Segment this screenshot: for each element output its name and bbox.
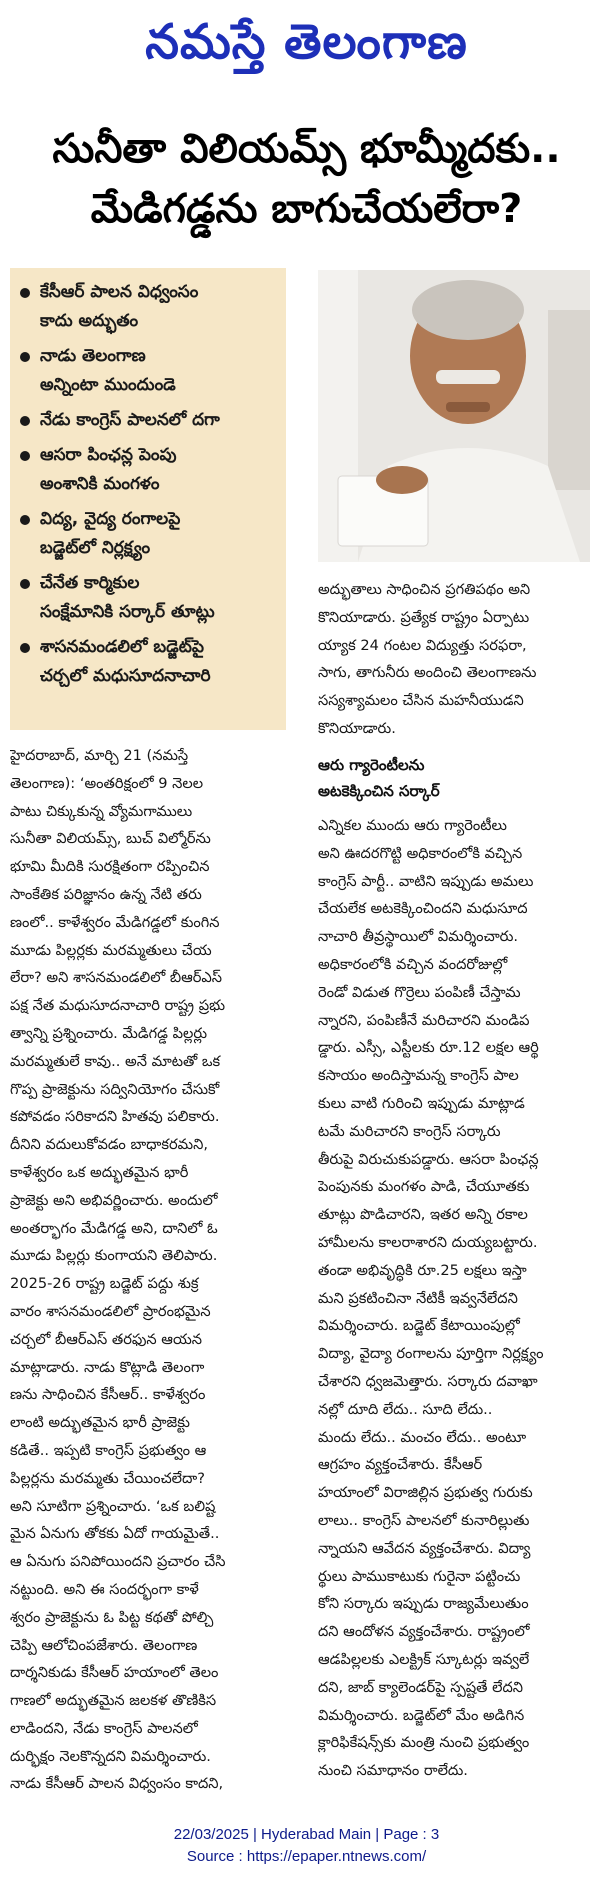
article-line: పిల్లర్లను మరమ్మతు చేయించలేదా? xyxy=(10,1469,205,1487)
headline-line-2: మేడిగడ్డను బాగుచేయలేరా? xyxy=(90,186,523,232)
article-line: క్లారిఫికేషన్స్‌కు మంత్రి నుంచి ప్రభుత్వం xyxy=(318,1734,530,1752)
article-line: దార్శనికుడు కేసీఆర్ హయాంలో తెలం xyxy=(10,1664,219,1682)
highlight-text: నాడు తెలంగాణ xyxy=(40,346,146,366)
article-line: త్వాన్ని ప్రశ్నించారు. మేడిగడ్డ పిల్లర్లు xyxy=(10,1024,208,1042)
highlights-box xyxy=(10,268,286,730)
article-line: తూట్లు పొడిచారని, ఇతర అన్ని రకాల xyxy=(318,1206,528,1224)
article-line: నల్లో దూది లేదు.. సూది లేదు.. xyxy=(318,1400,493,1418)
subheading xyxy=(318,752,590,804)
bullet-dot-icon xyxy=(20,451,30,461)
article-line: ర్థులు పాముకాటుకు గురైనా పట్టించు xyxy=(318,1567,521,1585)
article-line: తండా అభివృద్ధికి రూ.25 లక్షలు ఇస్తా xyxy=(318,1261,527,1279)
article-line: శ్వరం ప్రాజెక్టును ఓ పిట్ట కథతో పోల్చి xyxy=(10,1608,214,1626)
article-line: కొనియాడారు. xyxy=(318,719,396,737)
article-line: మూడు పిల్లర్లు కుంగాయని తెలిపారు. xyxy=(10,1247,218,1265)
article-line: నాచారి తీవ్రస్థాయిలో విమర్శించారు. xyxy=(318,928,519,946)
article-line: విద్యా, వైద్యా రంగాలను పూర్తిగా నిర్లక్ష్యం xyxy=(318,1345,544,1363)
article-line: ఆడపిల్లలకు ఎలక్ట్రిక్ స్కూటర్లు ఇవ్వలే xyxy=(318,1650,530,1668)
article-line: ణను సాధించిన కేసీఆర్.. కాళేశ్వరం xyxy=(10,1386,206,1404)
article-line: మని ప్రకటించినా నేటికీ ఇవ్వనేలేదని xyxy=(318,1289,518,1307)
article-line: పక్ష నేత మధుసూదనాచారి రాష్ట్ర ప్రభు xyxy=(10,997,226,1015)
highlight-item xyxy=(18,406,280,435)
article-line: హామీలను కాలరాశారని దుయ్యబట్టారు. xyxy=(318,1233,538,1251)
footer-edition: 22/03/2025 | Hyderabad Main | Page : 3 xyxy=(173,1826,440,1843)
article-line: అంతర్భాగం మేడిగడ్డ అని, దానిలో ఓ xyxy=(10,1219,218,1237)
article-line: సాగు, తాగునీరు అందించి తెలంగాణను xyxy=(318,664,537,682)
article-line: దీనిని వదులుకోవడం బాధాకరమని, xyxy=(10,1136,208,1154)
article-line: దని, జాబ్ క్యాలెండర్‌పై స్పష్టతే లేదని xyxy=(318,1678,524,1696)
article-line: విమర్శించారు. బడ్జెట్ కేటాయింపుల్లో xyxy=(318,1317,520,1335)
article-line: చేశారని ధ్వజమెత్తారు. సర్కారు దవాఖా xyxy=(318,1372,538,1390)
article-line: మందు లేదు.. మంచం లేదు.. అంటూ xyxy=(318,1428,527,1446)
masthead xyxy=(0,6,613,78)
article-line: నుంచి సమాధానం రాలేదు. xyxy=(318,1762,468,1780)
article-line: గాణలో అద్భుతమైన జలకళ తొణికిస xyxy=(10,1692,217,1710)
article-line: నట్టుంది. అని ఈ సందర్భంగా కాళే xyxy=(10,1580,199,1598)
article-line: అని ఊదరగొట్టి అధికారంలోకి వచ్చిన xyxy=(318,844,523,862)
article-line: దని ఆందోళన వ్యక్తంచేశారు. రాష్ట్రంలో xyxy=(318,1623,530,1641)
bullet-dot-icon xyxy=(20,643,30,653)
article-line: కపోవడం సరికాదని హితవు పలికారు. xyxy=(10,1108,220,1126)
footer-source: Source : https://epaper.ntnews.com/ xyxy=(186,1848,427,1865)
highlight-text: శాసనమండలిలో బడ్జెట్‌పై xyxy=(40,637,204,657)
highlight-text: బడ్జెట్‌లో నిర్లక్ష్యం xyxy=(40,538,151,558)
article-line: 2025-26 రాష్ట్ర బడ్జెట్ పద్దు శుక్ర xyxy=(10,1275,199,1293)
article-line: కొనియాడారు. ప్రత్యేక రాష్ట్రం ఏర్పాటు xyxy=(318,608,530,626)
article-line: న్నారని, పంపిణీనే మరిచారని మండిప xyxy=(318,1011,530,1029)
article-line: డ్డారు. ఎస్సీ, ఎస్టీలకు రూ.12 లక్షల ఆర్థి xyxy=(318,1039,539,1057)
highlight-text: చర్చలో మధుసూదనాచారి xyxy=(40,666,211,686)
article-line: సునీతా విలియమ్స్, బుచ్ విల్మోర్‌ను xyxy=(10,830,211,848)
article-line: లాంటి అద్భుతమైన భారీ ప్రాజెక్టు xyxy=(10,1414,190,1432)
subheading-line-1: ఆరు గ్యారెంటీలను xyxy=(318,756,425,774)
highlight-text: అన్నింటా ముందుండె xyxy=(40,375,176,395)
masthead-title: నమస్తే తెలంగాణ xyxy=(145,14,468,70)
highlight-text: కేసీఆర్ పాలన విధ్వంసం xyxy=(40,282,199,302)
bullet-dot-icon xyxy=(20,579,30,589)
highlight-text: సంక్షేమానికి సర్కార్ తూట్లు xyxy=(40,602,215,622)
bullet-dot-icon xyxy=(20,352,30,362)
left-column-body xyxy=(10,742,292,1798)
highlight-text: కాదు అద్భుతం xyxy=(40,311,139,331)
article-line: లేరా? అని శాసనమండలిలో బీఆర్‌ఎస్ xyxy=(10,969,223,987)
article-line: అని సూటిగా ప్రశ్నించారు. ‘ఒక బలిష్ట xyxy=(10,1497,216,1515)
article-line: వారం శాసనమండలిలో ప్రారంభమైన xyxy=(10,1302,211,1320)
bullet-dot-icon xyxy=(20,416,30,426)
highlight-text: నేడు కాంగ్రెస్ పాలనలో దగా xyxy=(40,410,220,430)
article-line: చేయలేక అటకెక్కించిందని మధుసూద xyxy=(318,900,528,918)
article-line: అద్భుతాలు సాధించిన ప్రగతిపథం అని xyxy=(318,581,531,598)
article-line: ఆ ఏనుగు పనిపోయిందని ప్రచారం చేసి xyxy=(10,1553,226,1571)
article-line: హైదరాబాద్, మార్చి 21 (నమస్తే xyxy=(10,747,189,764)
headline-line-1: సునీతా విలియమ్స్ భూమ్మీదకు.. xyxy=(52,126,561,172)
article-line: ఆగ్రహం వ్యక్తంచేశారు. కేసీఆర్ xyxy=(318,1456,483,1474)
article-line: గొప్ప ప్రాజెక్టును సద్వినియోగం చేసుకో xyxy=(10,1080,220,1098)
article-line: ఎన్నికల ముందు ఆరు గ్యారెంటీలు xyxy=(318,817,507,834)
bullet-dot-icon xyxy=(20,288,30,298)
right-column-body xyxy=(318,812,590,1785)
highlight-item xyxy=(18,505,280,563)
footer xyxy=(0,1824,613,1868)
article-line: కడితే.. ఇప్పటి కాంగ్రెస్ ప్రభుత్వం ఆ xyxy=(10,1441,207,1459)
article-line: హయాంలో విరాజిల్లిన ప్రభుత్వ గురుకు xyxy=(318,1484,533,1502)
highlight-item xyxy=(18,569,280,627)
article-line: మూడు పిల్లర్లకు మరమ్మతులు చేయ xyxy=(10,941,212,959)
article-line: తీరుపై విరుచుకుపడ్డారు. ఆసరా పింఛన్ల xyxy=(318,1150,539,1168)
highlight-text: అంశానికి మంగళం xyxy=(40,474,160,494)
article-line: చెప్పి ఆలోచింపజేశారు. తెలంగాణ xyxy=(10,1636,198,1654)
article-line: సాంకేతిక పరిజ్ఞానం ఉన్న నేటి తరు xyxy=(10,885,202,903)
article-line: కసాయం అందిస్తామన్న కాంగ్రెస్ పాల xyxy=(318,1067,519,1085)
article-line: తెలంగాణ): ‘అంతరిక్షంలో 9 నెలల xyxy=(10,774,204,792)
highlight-item xyxy=(18,633,280,691)
article-line: విమర్శించారు. బడ్జెట్‌లో మేం అడిగిన xyxy=(318,1706,525,1724)
portrait-image xyxy=(318,270,590,562)
article-line: లాడిందని, నేడు కాంగ్రెస్ పాలనలో xyxy=(10,1719,198,1737)
article-line: మాట్లాడారు. నాడు కొట్లాడి తెలంగా xyxy=(10,1358,205,1376)
article-line: నాడు కేసీఆర్ పాలన విధ్వంసం కాదని, xyxy=(10,1775,224,1793)
article-line: కులు వాటి గురించి ఇప్పుడు మాట్లాడ xyxy=(318,1094,525,1112)
article-line: చర్చలో బీఆర్‌ఎస్ తరఫున ఆయన xyxy=(10,1330,202,1348)
article-line: కోని సర్కారు ఇప్పుడు రాజ్యమేలుతుం xyxy=(318,1595,529,1613)
article-line: రెండో విడుత గొర్రెలు పంపిణీ చేస్తామ xyxy=(318,983,521,1001)
highlight-item xyxy=(18,342,280,400)
article-line: సస్యశ్యామలం చేసిన మహనీయుడని xyxy=(318,692,524,710)
article-line: ప్రాజెక్టు అని అభివర్ణించారు. అందులో xyxy=(10,1191,218,1209)
article-line: కాంగ్రెస్ పార్టీ.. వాటిని ఇప్పుడు అమలు xyxy=(318,872,534,890)
article-line: లాలు.. కాంగ్రెస్ పాలనలో కునారిల్లుతు xyxy=(318,1511,530,1529)
article-line: న్నాయని ఆవేదన వ్యక్తంచేశారు. విద్యా xyxy=(318,1539,531,1557)
article-line: కాళేశ్వరం ఒక అద్భుతమైన భారీ xyxy=(10,1163,189,1181)
article-line: అధికారంలోకి వచ్చిన వందరోజుల్లో xyxy=(318,955,508,973)
news-photo xyxy=(318,270,590,562)
right-column-top xyxy=(318,576,590,743)
highlight-item xyxy=(18,278,280,336)
article-line: టమే మరిచారని కాంగ్రెస్ సర్కారు xyxy=(318,1122,501,1140)
subheading-line-2: అటకెక్కించిన సర్కార్ xyxy=(318,782,440,800)
article-line: పెంపునకు మంగళం పాడి, చేయూతకు xyxy=(318,1178,530,1196)
bullet-dot-icon xyxy=(20,515,30,525)
article-line: దుర్భిక్షం నెలకొన్నదని విమర్శించారు. xyxy=(10,1747,211,1765)
article-line: భూమి మీదికి సురక్షితంగా రప్పించిన xyxy=(10,858,210,876)
article-line: మరమ్మతులే కావు.. అనే మాటతో ఒక xyxy=(10,1052,221,1070)
highlight-text: ఆసరా పింఛన్ల పెంపు xyxy=(40,445,177,465)
highlight-item xyxy=(18,441,280,499)
article-line: మైన ఏనుగు తోకకు ఏదో గాయమైతే.. xyxy=(10,1525,220,1543)
article-line: ణంలో.. కాళేశ్వరం మేడిగడ్డలో కుంగిన xyxy=(10,913,220,931)
highlight-text: చేనేత కార్మికుల xyxy=(40,573,140,593)
article-line: పాటు చిక్కుకున్న వ్యోమగాములు xyxy=(10,802,193,820)
highlight-text: విద్య, వైద్య రంగాలపై xyxy=(40,509,181,529)
article-line: య్యాక 24 గంటల విద్యుత్తు సరఫరా, xyxy=(318,636,527,654)
